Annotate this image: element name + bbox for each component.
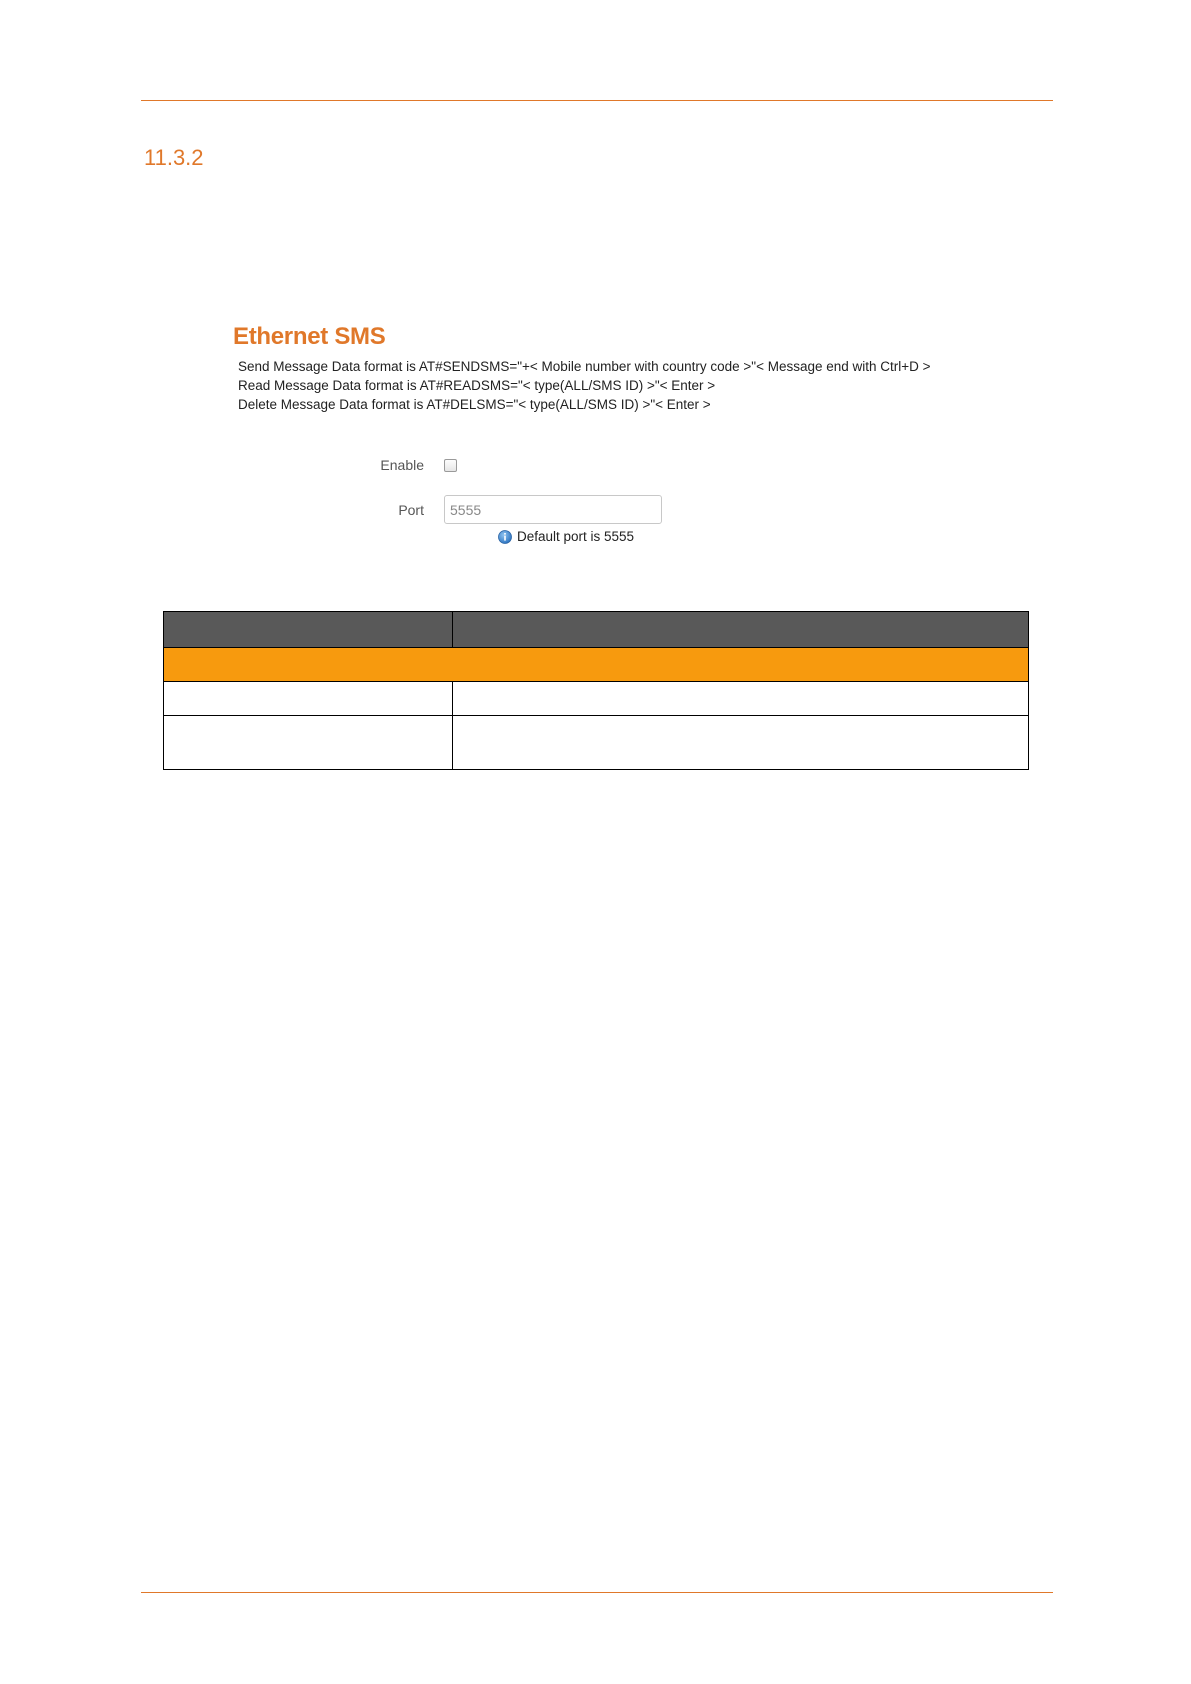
page-title: Ethernet SMS	[233, 323, 386, 350]
section-number: 11.3.2	[144, 145, 204, 170]
table-group-cell	[164, 648, 1029, 682]
footer-rule	[141, 1592, 1053, 1593]
send-format-line: Send Message Data format is AT#SENDSMS="+< Mobile number with country code >"< Message end with Ctrl+D >	[238, 359, 931, 374]
table-cell	[164, 716, 453, 770]
table-header-cell	[164, 612, 453, 648]
port-input[interactable]	[444, 495, 662, 524]
table-cell	[453, 716, 1029, 770]
delete-format-line: Delete Message Data format is AT#DELSMS="< type(ALL/SMS ID) >"< Enter >	[238, 397, 711, 412]
format-instructions	[238, 357, 931, 414]
table-row	[164, 716, 1029, 770]
port-hint-text: Default port is 5555	[517, 529, 635, 544]
parameter-table	[163, 611, 1029, 770]
table-row	[164, 682, 1029, 716]
table-cell	[164, 682, 453, 716]
table-cell	[453, 682, 1029, 716]
read-format-line: Read Message Data format is AT#READSMS="< type(ALL/SMS ID) >"< Enter >	[238, 378, 716, 393]
info-circle-icon	[498, 530, 512, 544]
enable-checkbox[interactable]	[444, 459, 457, 472]
table-group-row	[164, 648, 1029, 682]
ethernet-sms-panel	[232, 320, 992, 550]
enable-label: Enable	[380, 457, 424, 473]
table-header-row	[164, 612, 1029, 648]
header-rule	[141, 100, 1053, 101]
port-label: Port	[398, 502, 424, 518]
port-hint	[498, 529, 634, 544]
table-header-cell	[453, 612, 1029, 648]
